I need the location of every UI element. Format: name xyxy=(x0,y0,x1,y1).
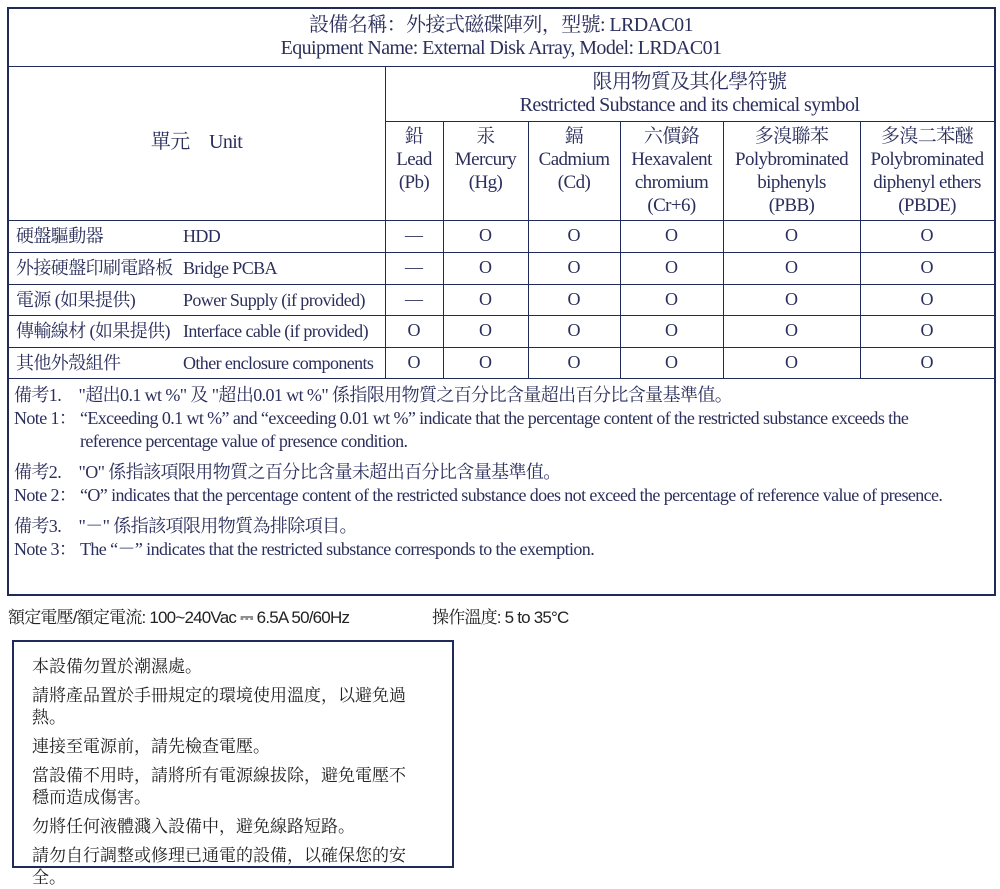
column-header xyxy=(385,125,443,194)
column-header xyxy=(620,125,723,217)
row-label-zh: 傳輸線材 (如果提供) xyxy=(16,321,170,341)
cell-mark: O xyxy=(665,225,678,245)
cell-mark: O xyxy=(920,257,934,277)
note-label: Note 2： xyxy=(14,485,77,505)
row-label-zh: 電源 (如果提供) xyxy=(16,290,136,310)
warning-item: 請將產品置於手冊規定的環境使用溫度，以避免過熱。 xyxy=(32,686,406,727)
column-header xyxy=(528,125,620,194)
column-sym: (Pb) xyxy=(398,172,430,193)
column-zh: 六價鉻 xyxy=(643,126,700,147)
column-header xyxy=(723,125,860,217)
cell-mark: O xyxy=(785,320,798,340)
cell-mark: O xyxy=(479,225,492,245)
column-sym: (Cr+6) xyxy=(647,195,696,216)
column-zh: 鎘 xyxy=(564,126,584,147)
note-en: The “－” indicates that the restricted substance corresponds to the exemption. xyxy=(80,539,595,559)
cell-mark: O xyxy=(567,225,581,245)
cell-mark: O xyxy=(479,289,492,309)
notes xyxy=(14,384,984,569)
column-en: Lead xyxy=(396,149,432,170)
cell-mark: O xyxy=(665,289,678,309)
cell-mark: O xyxy=(785,289,798,309)
cell-mark: O xyxy=(785,257,798,277)
cell-mark: O xyxy=(665,320,678,340)
note-zh: 備考3. "－" 係指該項限用物質為排除項目。 xyxy=(14,516,357,536)
unit-header: 單元 Unit xyxy=(150,131,243,153)
row-label-zh: 硬盤驅動器 xyxy=(16,226,103,246)
note-zh: 備考1. "超出0.1 wt %" 及 "超出0.01 wt %" 係指限用物質之百分比含量超出百分比含量基準值。 xyxy=(14,385,733,405)
substance-header-zh: 限用物質及其化學符號 xyxy=(592,71,787,93)
column-zh: 鉛 xyxy=(404,126,424,147)
warning-item: 當設備不用時，請將所有電源線拔除，避免電壓不穩而造成傷害。 xyxy=(32,766,406,807)
cell-mark: O xyxy=(920,352,934,372)
warning-item: 本設備勿置於潮濕處。 xyxy=(32,657,202,676)
cell-mark: — xyxy=(405,225,423,245)
column-en: Cadmium xyxy=(538,149,610,170)
cell-mark: O xyxy=(567,320,581,340)
row-label-en: Power Supply (if provided) xyxy=(183,290,365,310)
note-label: Note 1： xyxy=(14,408,77,428)
row-label-en: Interface cable (if provided) xyxy=(183,321,368,341)
cell-mark: O xyxy=(479,352,492,372)
warning-item: 勿將任何液體濺入設備中，避免線路短路。 xyxy=(32,817,355,836)
cell-mark: O xyxy=(920,289,934,309)
cell-mark: O xyxy=(407,320,421,340)
column-sym: (PBDE) xyxy=(898,195,956,216)
warning-box xyxy=(12,640,454,887)
column-en: Polybrominated diphenyl ethers xyxy=(870,149,984,193)
cell-mark: O xyxy=(567,289,581,309)
warning-item: 請勿自行調整或修理已通電的設備，以確保您的安全。 xyxy=(32,846,406,887)
cell-mark: O xyxy=(567,257,581,277)
row-label-en: Other enclosure components xyxy=(183,353,374,373)
cell-mark: — xyxy=(405,289,423,309)
column-sym: (PBB) xyxy=(768,195,815,216)
cell-mark: O xyxy=(665,257,678,277)
temperature: 操作溫度: 5 to 35°C xyxy=(432,608,569,627)
cell-mark: O xyxy=(920,320,934,340)
row-label-en: Bridge PCBA xyxy=(183,258,277,278)
column-header xyxy=(443,125,528,194)
cell-mark: O xyxy=(785,352,798,372)
title-zh: 設備名稱：外接式磁碟陣列，型號: LRDAC01 xyxy=(309,14,693,36)
cell-mark: O xyxy=(479,257,492,277)
cell-mark: O xyxy=(920,225,934,245)
cell-mark: — xyxy=(405,257,423,277)
note-en: “O” indicates that the percentage content of the restricted substance does not exceed the percentage of reference value of presence. xyxy=(80,485,943,505)
column-zh: 多溴聯苯 xyxy=(754,126,829,147)
note-zh: 備考2. "O" 係指該項限用物質之百分比含量未超出百分比含量基準值。 xyxy=(14,462,561,482)
column-en: Hexavalent chromium xyxy=(631,149,712,193)
warning-item: 連接至電源前，請先檢查電壓。 xyxy=(32,737,270,756)
column-en: Mercury xyxy=(454,149,517,170)
row-label-en: HDD xyxy=(183,226,221,246)
cell-mark: O xyxy=(665,352,678,372)
column-sym: (Hg) xyxy=(468,172,503,193)
cell-mark: O xyxy=(407,352,421,372)
row-label-zh: 其他外殼組件 xyxy=(16,353,121,373)
column-zh: 汞 xyxy=(476,126,495,147)
title-en: Equipment Name: External Disk Array, Model: LRDAC01 xyxy=(280,37,722,59)
column-en: Polybrominated biphenyls xyxy=(735,149,848,193)
cell-mark: O xyxy=(567,352,581,372)
column-sym: (Cd) xyxy=(557,172,591,193)
substance-header-en: Restricted Substance and its chemical symbol xyxy=(519,94,860,116)
rating: 額定電壓/額定電流: 100~240Vac ⎓ 6.5A 50/60Hz xyxy=(8,608,350,627)
cell-mark: O xyxy=(479,320,492,340)
note-label: Note 3： xyxy=(14,539,77,559)
note-en: “Exceeding 0.1 wt %” and “exceeding 0.01 wt %” indicate that the percentage content of the restricted substance exceeds the reference percentage value of presence condition. xyxy=(80,408,909,451)
row-label-zh: 外接硬盤印刷電路板 xyxy=(16,258,173,278)
column-header xyxy=(860,125,994,217)
column-zh: 多溴二苯醚 xyxy=(880,126,973,147)
cell-mark: O xyxy=(785,225,798,245)
